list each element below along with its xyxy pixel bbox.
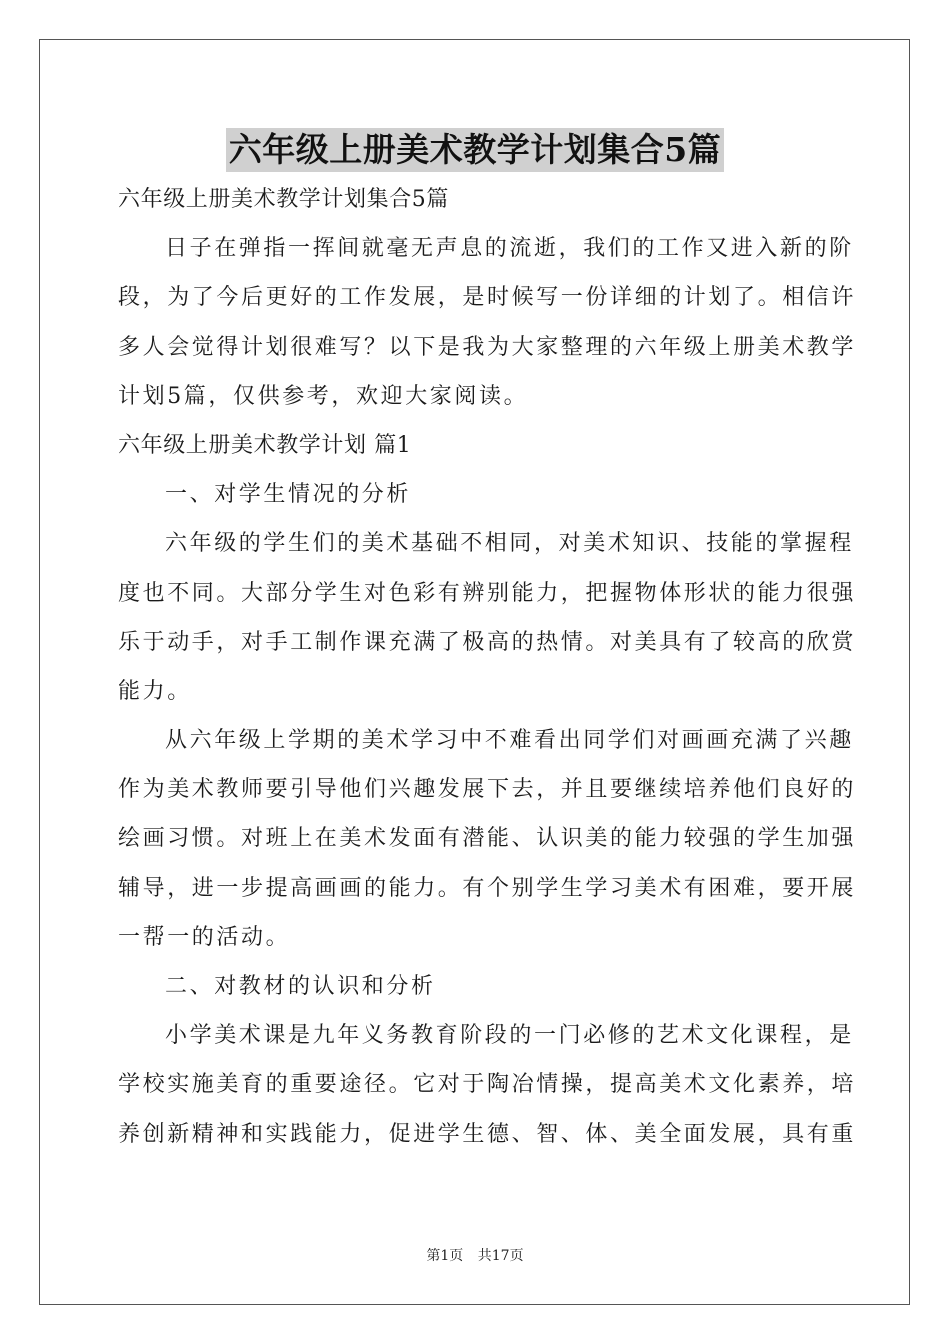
text-line: 日子在弹指一挥间就毫无声息的流逝，我们的工作又进入新的阶	[165, 236, 854, 262]
text-line: 六年级上册美术教学计划集合5篇	[118, 187, 449, 212]
text-line: 二、对教材的认识和分析	[165, 974, 436, 999]
text-line: 计划5篇，仅供参考，欢迎大家阅读。	[118, 383, 529, 409]
text-line: 一帮一的活动。	[118, 924, 291, 950]
text-line: 度也不同。大部分学生对色彩有辨别能力，把握物体形状的能力很强	[118, 580, 857, 606]
title-area	[0, 128, 950, 172]
document-body	[118, 175, 857, 1159]
text-line: 能力。	[118, 678, 192, 704]
text-line: 一、对学生情况的分析	[165, 482, 412, 508]
text-line: 段，为了今后更好的工作发展，是时候写一份详细的计划了。相信许	[118, 285, 857, 311]
text-line: 绘画习惯。对班上在美术发面有潜能、认识美的能力较强的学生加强	[118, 826, 857, 852]
text-line: 六年级的学生们的美术基础不相同，对美术知识、技能的掌握程	[165, 531, 854, 557]
page-total: 共17页	[477, 1248, 524, 1264]
text-line: 小学美术课是九年义务教育阶段的一门必修的艺术文化课程，是	[165, 1023, 854, 1049]
document-title: 六年级上册美术教学计划集合5篇	[226, 128, 724, 172]
text-line: 多人会觉得计划很难写？以下是我为大家整理的六年级上册美术教学	[118, 334, 857, 360]
text-line: 作为美术教师要引导他们兴趣发展下去，并且要继续培养他们良好的	[118, 777, 857, 803]
text-line: 乐于动手，对手工制作课充满了极高的热情。对美具有了较高的欣赏	[118, 629, 857, 655]
text-line: 学校实施美育的重要途径。它对于陶冶情操，提高美术文化素养，培	[118, 1072, 857, 1098]
text-line: 从六年级上学期的美术学习中不难看出同学们对画画充满了兴趣	[165, 728, 854, 754]
text-line: 六年级上册美术教学计划 篇1	[118, 432, 412, 458]
page-footer	[0, 1245, 950, 1265]
text-line: 辅导，进一步提高画画的能力。有个别学生学习美术有困难，要开展	[118, 875, 857, 901]
page-number: 第1页	[426, 1248, 464, 1264]
text-line: 养创新精神和实践能力，促进学生德、智、体、美全面发展，具有重	[118, 1121, 857, 1147]
